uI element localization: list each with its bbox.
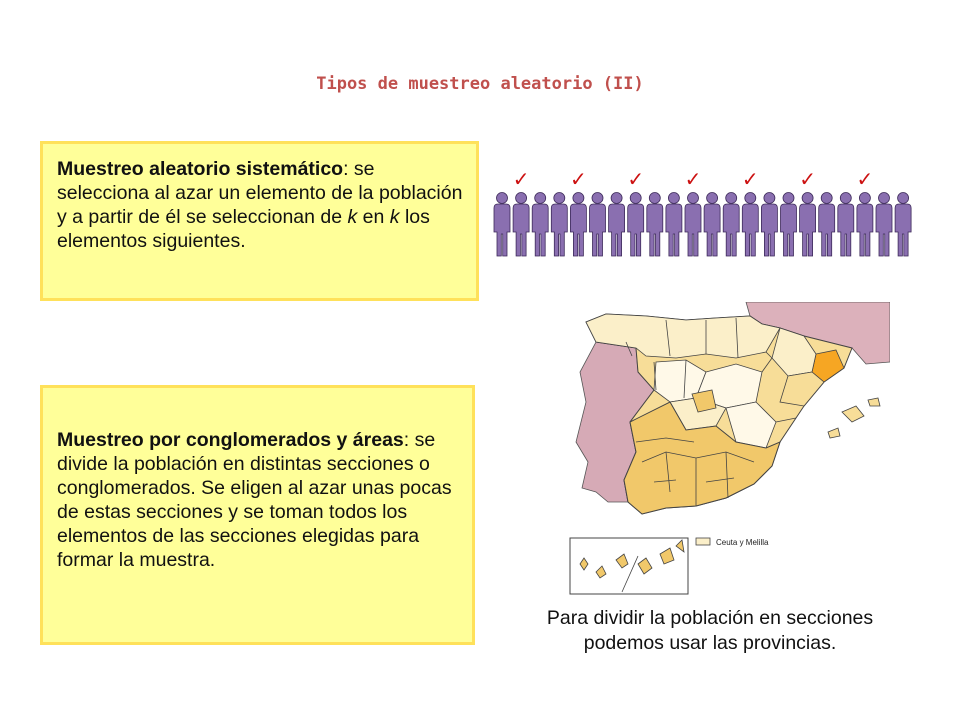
person-icon xyxy=(742,193,758,257)
person-icon xyxy=(895,193,911,257)
check-icon: ✓ xyxy=(627,167,645,191)
person-icon xyxy=(590,193,606,257)
person-icon xyxy=(609,193,625,257)
person-icon xyxy=(513,193,529,257)
person-icon xyxy=(819,193,835,257)
person-icon xyxy=(570,193,586,257)
cluster-sampling-box xyxy=(40,385,475,645)
person-icon xyxy=(781,193,797,257)
person-icon xyxy=(628,193,644,257)
check-icon: ✓ xyxy=(856,167,874,191)
k-variable: k xyxy=(389,206,400,228)
check-icon: ✓ xyxy=(512,167,530,191)
caption-line-2: podemos usar las provincias. xyxy=(583,632,837,654)
person-icon xyxy=(761,193,777,257)
person-icon xyxy=(647,193,663,257)
person-icon xyxy=(800,193,816,257)
caption-line-1: Para dividir la población en secciones xyxy=(546,607,874,629)
person-icon xyxy=(857,193,873,257)
person-icon xyxy=(876,193,892,257)
legend-label: Ceuta y Melilla xyxy=(716,538,769,547)
spain-provinces-map xyxy=(566,302,890,598)
person-icon xyxy=(723,193,739,257)
person-icon xyxy=(494,193,510,257)
people-row-illustration xyxy=(490,166,920,266)
systematic-text-b: en xyxy=(357,206,390,228)
slide-title: Tipos de muestreo aleatorio (II) xyxy=(316,74,644,94)
cluster-sampling-text: : se divide la población en distintas secciones o conglomerados. Se eligen al azar unas pocas de estas secciones y se toman todos los elementos de las secciones elegidas para formar la muestra. xyxy=(57,429,452,571)
balearic-islands xyxy=(828,398,880,438)
cluster-sampling-term: Muestreo por conglomerados y áreas xyxy=(57,429,404,451)
person-icon xyxy=(666,193,682,257)
person-icon xyxy=(551,193,567,257)
systematic-text-c: los elementos siguientes. xyxy=(57,206,430,252)
check-icon: ✓ xyxy=(799,167,816,191)
k-variable: k xyxy=(347,206,358,228)
map-caption xyxy=(490,606,930,656)
person-icon xyxy=(532,193,548,257)
person-icon xyxy=(838,193,854,257)
systematic-sampling-term: Muestreo aleatorio sistemático xyxy=(57,158,344,180)
legend-swatch xyxy=(696,538,710,545)
systematic-text-a: : se selecciona al azar un elemento de la población y a partir de él se seleccionan de xyxy=(57,158,463,228)
person-icon xyxy=(685,193,701,257)
canary-islands-inset xyxy=(570,538,688,594)
person-icon xyxy=(704,193,720,257)
systematic-sampling-box xyxy=(40,141,479,301)
check-icon: ✓ xyxy=(684,167,702,191)
check-icon: ✓ xyxy=(741,167,759,191)
check-icon: ✓ xyxy=(570,167,587,191)
